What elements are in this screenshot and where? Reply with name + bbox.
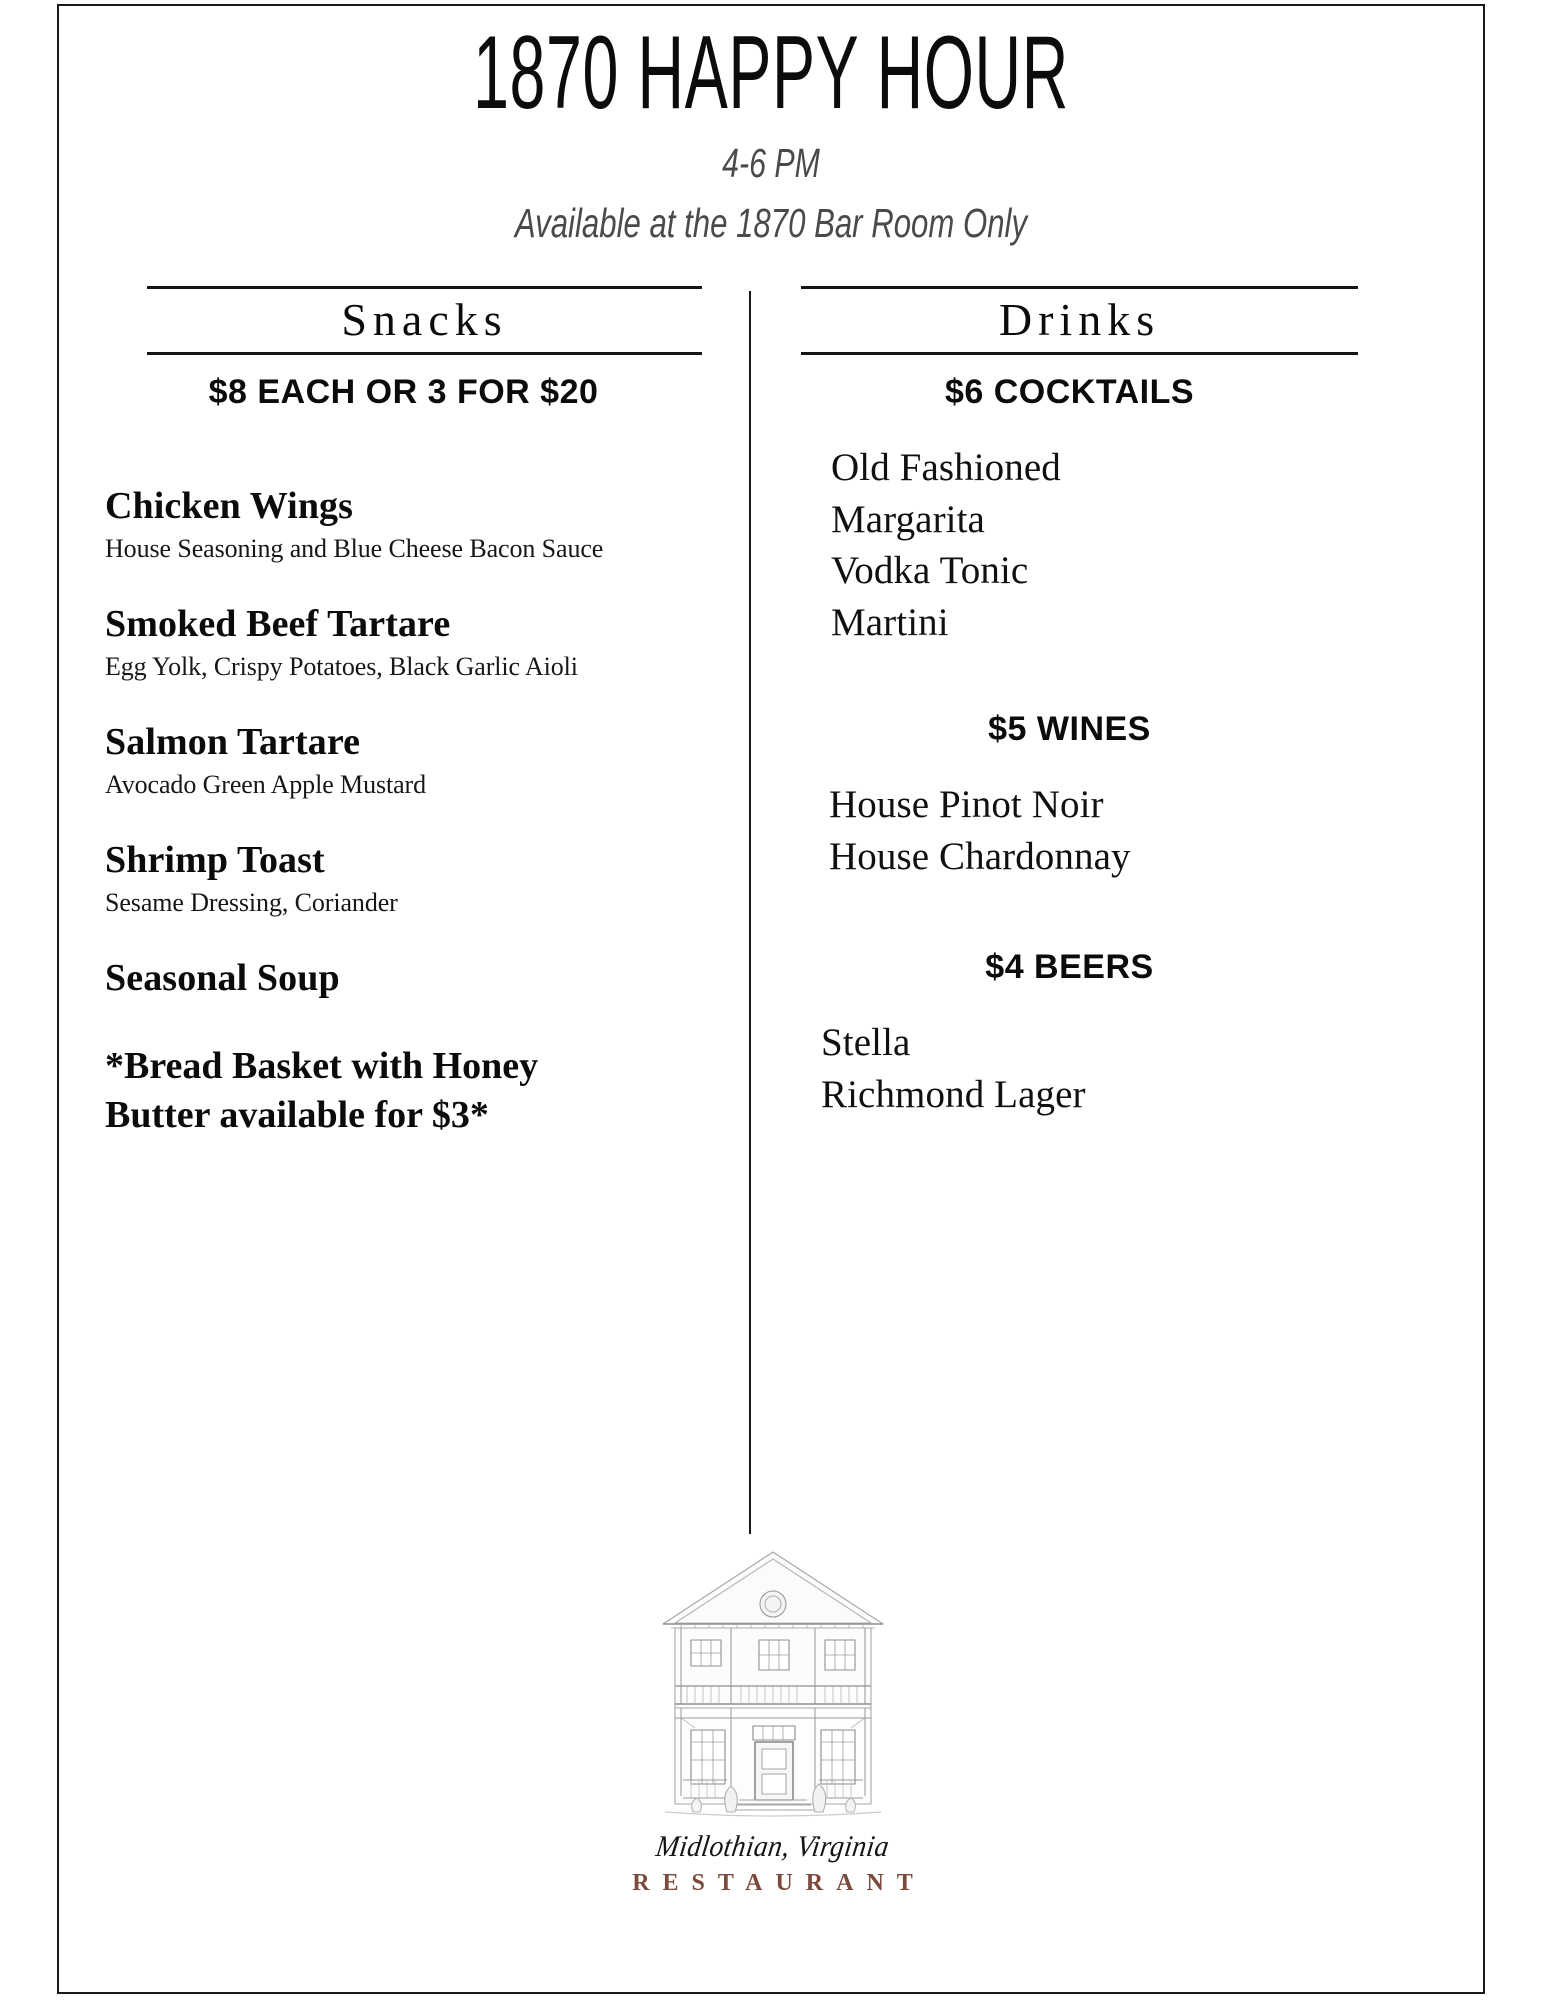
snack-name: Shrimp Toast (105, 838, 325, 881)
snack-description: Avocado Green Apple Mustard (105, 770, 427, 800)
bread-basket-footnote: *Bread Basket with Honey Butter available for $3* (105, 1044, 539, 1136)
list-item: House Pinot Noir (829, 783, 1104, 827)
snacks-price-line: $8 EACH OR 3 FOR $20 (208, 373, 599, 412)
list-item (105, 956, 724, 1000)
snack-name: Seasonal Soup (105, 956, 340, 999)
list-item: Stella (821, 1021, 911, 1065)
happy-hour-time: 4-6 PM (722, 140, 820, 187)
snack-description: Sesame Dressing, Coriander (105, 888, 398, 918)
snacks-column (79, 286, 724, 1139)
snack-name: Chicken Wings (105, 485, 354, 528)
wines-price-head: $5 WINES (988, 710, 1151, 749)
drinks-section-title: Drinks (801, 286, 1358, 355)
list-item: Old Fashioned (831, 446, 1061, 490)
logo-wordmark: RESTAURANT (632, 1870, 926, 1896)
list-item (105, 484, 724, 566)
page-title: 1870 HAPPY HOUR (473, 15, 1069, 131)
building-sketch-icon (635, 1528, 911, 1828)
list-item: Vodka Tonic (831, 549, 1029, 593)
cocktails-list (773, 442, 1418, 648)
list-item (105, 838, 724, 920)
restaurant-logo (0, 1528, 1545, 1897)
list-item: House Chardonnay (829, 834, 1131, 878)
menu-columns (57, 286, 1485, 1516)
snack-description: Egg Yolk, Crispy Potatoes, Black Garlic Aioli (105, 652, 578, 682)
snack-name: Salmon Tartare (105, 721, 361, 764)
menu-header (57, 14, 1485, 247)
snacks-list (79, 484, 724, 1139)
snack-name: Smoked Beef Tartare (105, 603, 451, 646)
list-item (105, 602, 724, 684)
column-divider (749, 291, 751, 1534)
wines-list (773, 779, 1418, 882)
availability-note: Available at the 1870 Bar Room Only (514, 200, 1028, 247)
cocktails-price-head: $6 COCKTAILS (944, 373, 1195, 412)
list-item: Richmond Lager (821, 1072, 1086, 1116)
logo-location-script: Midlothian, Virginia (653, 1830, 892, 1863)
beers-list (773, 1017, 1418, 1120)
drinks-column (773, 286, 1418, 1120)
snack-description: House Seasoning and Blue Cheese Bacon Sauce (105, 534, 604, 564)
snacks-section-title: Snacks (147, 286, 702, 355)
beers-price-head: $4 BEERS (985, 948, 1154, 987)
list-item: Margarita (831, 497, 985, 541)
list-item (105, 720, 724, 802)
list-item: Martini (831, 600, 949, 644)
